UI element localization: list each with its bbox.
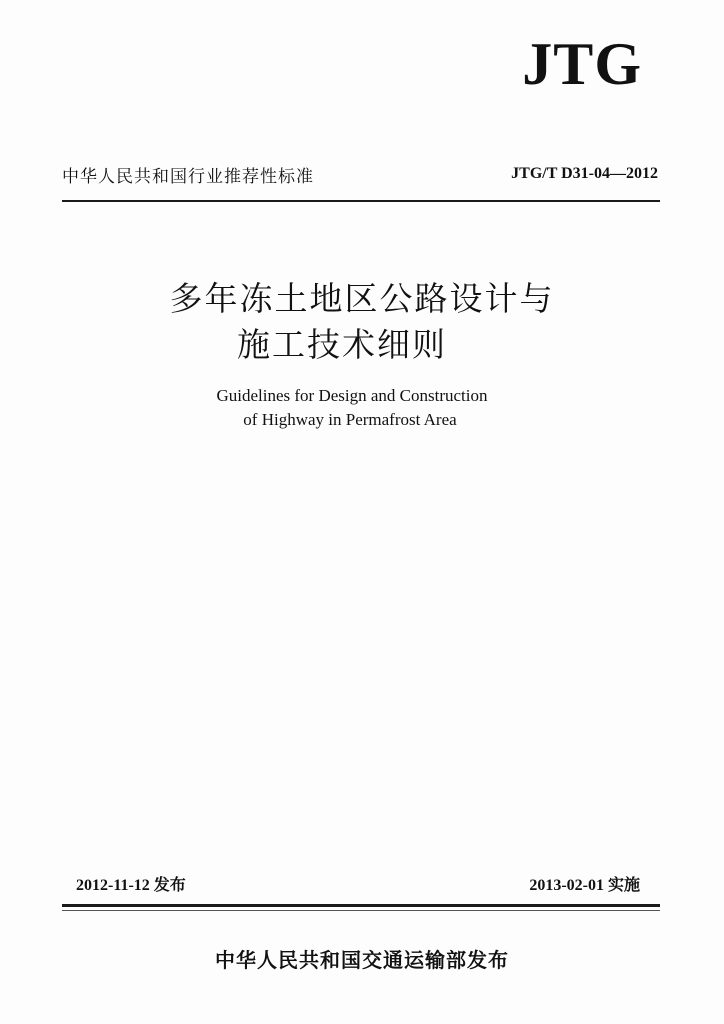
title-english-line-2: of Highway in Permafrost Area xyxy=(243,410,457,429)
jtg-logo: JTG xyxy=(522,31,642,97)
standard-header xyxy=(62,162,658,186)
issue-date: 2012-11-12 发布 xyxy=(76,876,186,894)
title-chinese-line-1: 多年冻土地区公路设计与 xyxy=(169,279,555,318)
date-row xyxy=(76,872,640,894)
standard-code: JTG/T D31-04—2012 xyxy=(511,165,658,182)
footer-divider-thin xyxy=(62,910,660,911)
publisher: 中华人民共和国交通运输部发布 xyxy=(215,948,509,972)
footer-divider xyxy=(62,904,660,907)
standard-type: 中华人民共和国行业推荐性标准 xyxy=(62,166,314,187)
title-chinese xyxy=(0,276,724,368)
header-divider xyxy=(62,200,660,202)
title-chinese-line-2: 施工技术细则 xyxy=(237,325,447,364)
title-english xyxy=(0,384,724,432)
title-english-line-1: Guidelines for Design and Construction xyxy=(216,386,488,405)
implement-date: 2013-02-01 实施 xyxy=(529,876,640,894)
